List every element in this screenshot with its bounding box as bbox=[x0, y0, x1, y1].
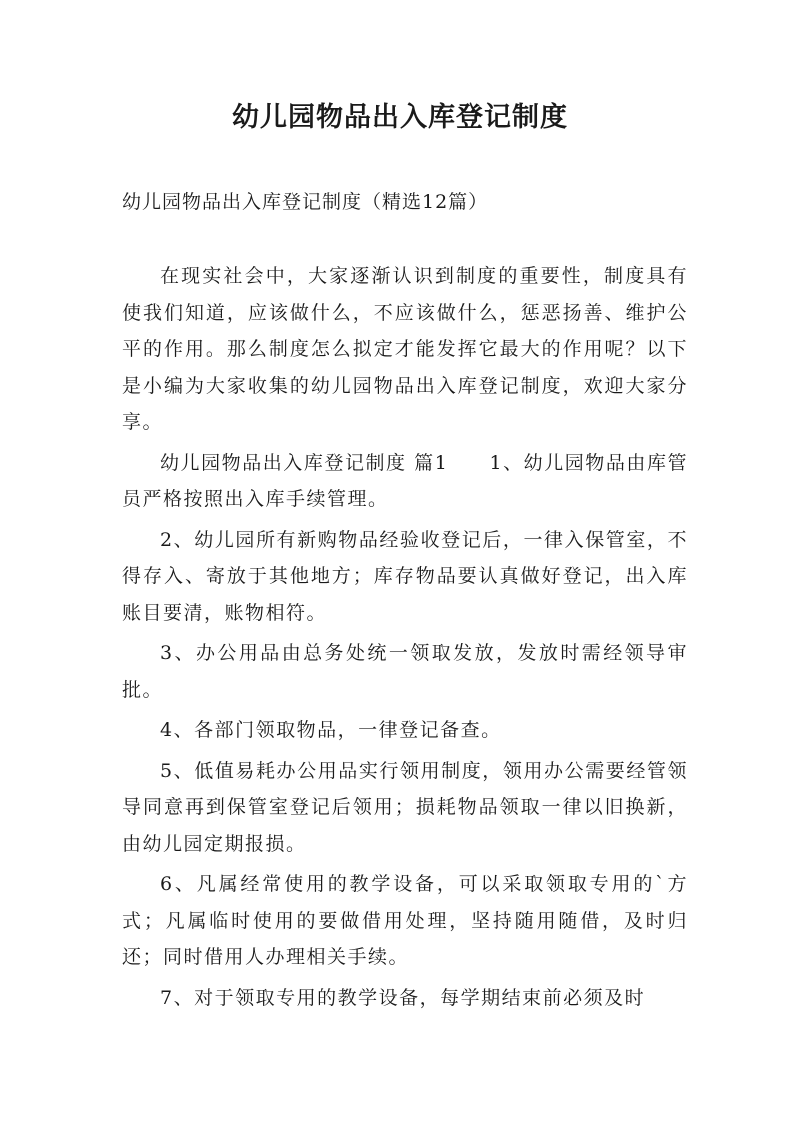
paragraph-item-3: 3、办公用品由总务处统一领取发放，发放时需经领导审批。 bbox=[122, 642, 688, 701]
document-subtitle: 幼儿园物品出入库登记制度（精选12篇） bbox=[122, 191, 489, 213]
paragraph-intro: 在现实社会中，大家逐渐认识到制度的重要性，制度具有使我们知道，应该做什么，不应该做什么，惩恶扬善、维护公平的作用。那么制度怎么拟定才能发挥它最大的作用呢？以下是小编为大家收集的幼儿园物品出入库登记制度，欢迎大家分享。 bbox=[122, 265, 688, 433]
document-body bbox=[122, 258, 688, 1020]
paragraph-item-6: 6、凡属经常使用的教学设备，可以采取领取专用的`方式；凡属临时使用的要做借用处理，坚持随用随借，及时归还；同时借用人办理相关手续。 bbox=[122, 873, 688, 968]
paragraph-item-5: 5、低值易耗办公用品实行领用制度，领用办公需要经管领导同意再到保管室登记后领用；损耗物品领取一律以旧换新，由幼儿园定期报损。 bbox=[122, 759, 688, 855]
paragraph-item-7: 7、对于领取专用的教学设备，每学期结束前必须及时 bbox=[160, 986, 646, 1009]
document-title: 幼儿园物品出入库登记制度 bbox=[232, 102, 568, 133]
paragraph-item-1: 幼儿园物品出入库登记制度 篇1 1、幼儿园物品由库管员严格按照出入库手续管理。 bbox=[122, 451, 688, 510]
paragraph-item-4: 4、各部门领取物品，一律登记备查。 bbox=[160, 719, 502, 741]
paragraph-item-2: 2、幼儿园所有新购物品经验收登记后，一律入保管室，不得存入、寄放于其他地方；库存物品要认真做好登记，出入库账目要清，账物相符。 bbox=[122, 528, 688, 624]
